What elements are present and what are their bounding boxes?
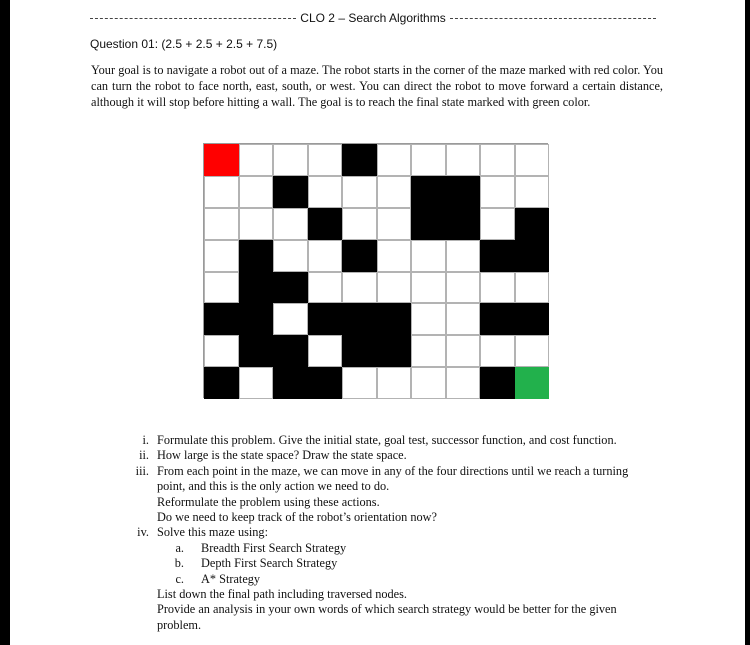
maze-cell-open [204,176,239,208]
list-item-number: a. [175,540,184,555]
maze-cell-open [446,240,480,272]
list-item [112,618,672,633]
list-item-text: problem. [157,617,202,632]
maze-cell-open [377,272,411,303]
list-item-text: Solve this maze using: [157,525,269,540]
maze-cell-open [480,335,515,367]
maze-cell-open [273,240,308,272]
maze-cell-open [273,208,308,240]
maze-cell-open [377,176,411,208]
maze-cell-wall [446,176,480,208]
maze-cell-wall [377,335,411,367]
list-item-number: iv. [137,525,149,540]
section-title: CLO 2 – Search Algorithms [300,11,446,25]
maze-cell-open [204,208,239,240]
maze-cell-wall [239,303,273,335]
maze-cell-goal [515,367,549,399]
maze-cell-wall [273,335,308,367]
title-dashes-right [450,18,656,19]
maze-cell-open [342,272,377,303]
maze-cell-open [411,367,446,399]
list-item [112,495,672,510]
list-item-number: i. [142,433,149,447]
list-item [112,525,672,540]
maze-cell-open [377,144,411,176]
maze-cell-wall [411,176,446,208]
maze-cell-open [446,303,480,335]
maze-cell-open [377,240,411,272]
task-list [112,433,672,633]
maze-cell-wall [308,367,342,399]
maze-cell-wall [446,208,480,240]
maze-cell-wall [342,144,377,176]
maze-cell-open [308,335,342,367]
list-item [112,433,672,448]
sub-list-item [112,541,672,556]
sub-list-item [112,572,672,587]
maze-cell-open [446,144,480,176]
list-item-number: ii. [139,448,149,463]
maze-cell-wall [411,208,446,240]
list-item-text: Provide an analysis in your own words of which search strategy would be better for the given [157,602,617,617]
list-item [112,510,672,525]
list-item-text: Formulate this problem. Give the initial state, goal test, successor function, and cost function. [157,433,617,447]
maze-cell-open [515,144,549,176]
list-item-text: Depth First Search Strategy [201,556,338,571]
maze-cell-start [204,144,239,176]
maze-cell-open [308,144,342,176]
maze-cell-open [480,208,515,240]
list-item [112,479,672,494]
maze-cell-wall [204,303,239,335]
maze-cell-wall [342,303,377,335]
maze-cell-open [239,176,273,208]
maze-cell-open [411,303,446,335]
maze-cell-open [342,367,377,399]
maze-cell-wall [342,240,377,272]
maze-cell-open [308,272,342,303]
maze-grid [203,143,548,398]
list-item [112,587,672,602]
maze-cell-open [273,144,308,176]
list-item-text: Do we need to keep track of the robot’s orientation now? [157,509,438,524]
list-item-number: iii. [135,463,149,478]
maze-cell-open [515,176,549,208]
maze-cell-open [480,272,515,303]
maze-cell-open [515,335,549,367]
list-item-text: From each point in the maze, we can move in any of the four directions until we reach a turning [157,463,629,478]
problem-description: Your goal is to navigate a robot out of a maze. The robot starts in the corner of the maze marked with red color. You can turn the robot to face north, east, south, or west. You can direct the robot to move forward a certain distance, although it will stop before hitting a wall. The goal is to reach the final state marked with green color. [91,63,663,110]
maze-cell-wall [308,208,342,240]
maze-cell-open [239,208,273,240]
maze-cell-wall [273,367,308,399]
maze-cell-open [411,240,446,272]
maze-cell-open [411,272,446,303]
maze-cell-open [377,208,411,240]
maze-cell-open [515,272,549,303]
maze-cell-open [446,272,480,303]
list-item-text: Breadth First Search Strategy [201,540,347,555]
maze-cell-open [342,208,377,240]
maze-cell-wall [308,303,342,335]
maze-cell-wall [480,367,515,399]
maze-cell-wall [515,303,549,335]
maze-cell-wall [480,240,515,272]
maze-cell-open [377,367,411,399]
list-item-text: point, and this is the only action we need to do. [157,479,390,494]
maze-cell-open [446,335,480,367]
list-item-text: Reformulate the problem using these actions. [157,494,380,509]
maze-cell-open [308,176,342,208]
maze-cell-open [342,176,377,208]
maze-cell-wall [515,240,549,272]
right-frame-border [745,0,750,645]
maze-cell-open [239,367,273,399]
maze-cell-open [446,367,480,399]
maze-cell-wall [515,208,549,240]
question-heading: Question 01: (2.5 + 2.5 + 2.5 + 7.5) [90,37,278,51]
maze-cell-wall [342,335,377,367]
maze-cell-wall [377,303,411,335]
maze-cell-open [308,240,342,272]
maze-cell-wall [273,272,308,303]
title-dashes-left [90,18,296,19]
maze-cell-open [480,176,515,208]
maze-cell-open [273,303,308,335]
maze-cell-open [411,335,446,367]
list-item-number: c. [175,571,184,586]
maze-cell-open [204,335,239,367]
maze-cell-open [411,144,446,176]
maze-cell-open [480,144,515,176]
list-item-text: How large is the state space? Draw the state space. [157,448,407,463]
list-item-text: List down the final path including traversed nodes. [157,586,407,601]
maze-cell-wall [204,367,239,399]
maze-cell-wall [239,272,273,303]
maze-cell-open [204,240,239,272]
maze-cell-wall [239,335,273,367]
maze-cell-open [239,144,273,176]
list-item [112,602,672,617]
sub-list-item [112,556,672,571]
left-frame-border [0,0,10,645]
maze-cell-wall [273,176,308,208]
maze-cell-open [204,272,239,303]
maze-cell-wall [239,240,273,272]
maze-cell-wall [480,303,515,335]
list-item-number: b. [174,556,184,571]
list-item [112,448,672,463]
section-title-line [90,9,656,27]
list-item-text: A* Strategy [201,571,261,586]
list-item [112,464,672,479]
